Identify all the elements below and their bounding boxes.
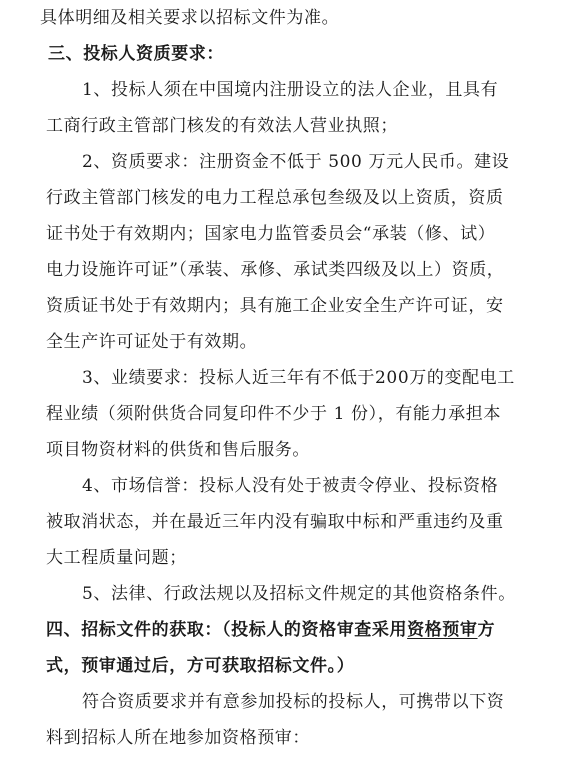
text-line: 3、业绩要求：投标人近三年有不低于200万的变配电工	[82, 368, 515, 388]
text-line: 全生产许可证处于有效期。	[46, 332, 258, 352]
text-line: 行政主管部门核发的电力工程总承包叁级及以上资质，资质	[46, 188, 504, 208]
section-4-note-line: 式，预审通过后，方可获取招标文件。）	[46, 656, 355, 676]
text-line: 工商行政主管部门核发的有效法人营业执照；	[46, 116, 398, 136]
text-line: 具体明细及相关要求以招标文件为准。	[40, 8, 340, 28]
section-4-heading: 四、招标文件的获取：	[46, 620, 222, 640]
text-line: 资质证书处于有效期内；具有施工企业安全生产许可证，安	[46, 296, 504, 316]
section-4-note-underlined: 资格预审	[407, 620, 478, 640]
section-3-heading: 三、投标人资质要求：	[48, 44, 224, 64]
section-4-note: 方	[477, 620, 496, 640]
text-line: 5、法律、行政法规以及招标文件规定的其他资格条件。	[82, 584, 516, 604]
text-line: 4、市场信誉：投标人没有处于被责令停业、投标资格	[82, 476, 499, 496]
text-line: 1、投标人须在中国境内注册设立的法人企业，且具有	[82, 80, 499, 100]
text-line: 符合资质要求并有意参加投标的投标人，可携带以下资	[82, 692, 505, 712]
text-line: 被取消状态，并在最近三年内没有骗取中标和严重违约及重	[46, 512, 504, 532]
text-line: 证书处于有效期内；国家电力监管委员会“承装（修、试）	[46, 224, 496, 244]
section-4-heading-line	[46, 614, 524, 646]
text-line: 料到招标人所在地参加资格预审：	[46, 728, 310, 748]
text-line: 2、资质要求：注册资金不低于 500 万元人民币。建设	[82, 152, 510, 172]
text-line: 大工程质量问题；	[46, 548, 187, 568]
section-4-note: （投标人的资格审查采用	[222, 620, 408, 640]
text-line: 程业绩（须附供货合同复印件不少于 1 份），有能力承担本	[46, 404, 501, 424]
text-line: 电力设施许可证”（承装、承修、承试类四级及以上）资质，	[46, 260, 505, 280]
text-line: 项目物资材料的供货和售后服务。	[46, 440, 310, 460]
